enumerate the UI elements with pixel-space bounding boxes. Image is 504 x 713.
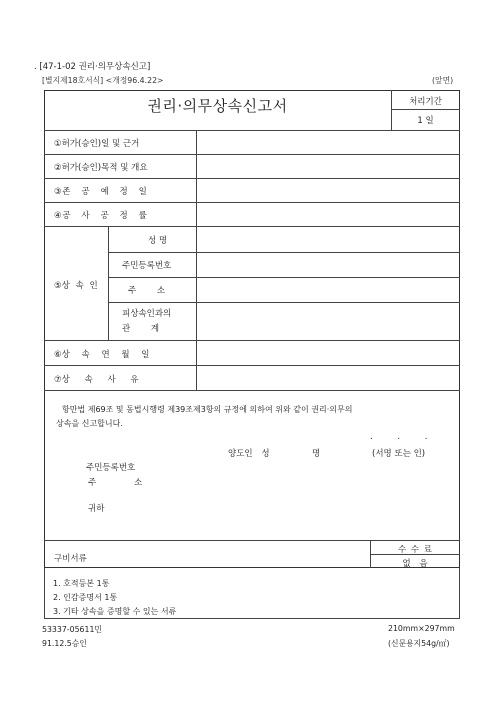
heir-rrn-label: 주민등록번호 bbox=[122, 261, 172, 271]
fee-label: 수 수 료 bbox=[397, 545, 433, 555]
permit-purpose-label: ②허가(승인)목적 및 개요 bbox=[54, 163, 148, 173]
footer-form-number: 53337-05611민 bbox=[42, 625, 102, 634]
declarant-rrn-label: 주민등록번호 bbox=[86, 463, 136, 473]
inheritance-date-label: ⑥상 속 연 월 일 bbox=[54, 350, 150, 360]
column-line bbox=[44, 568, 45, 618]
docs-bottom-line bbox=[44, 618, 460, 619]
heir-relation-field[interactable] bbox=[197, 303, 459, 339]
heir-relation-label-2: 관 계 bbox=[122, 324, 160, 334]
footer-paper-type: (신문용지54g/㎡) bbox=[388, 639, 450, 648]
footer-paper-size: 210mm×297mm bbox=[388, 624, 455, 633]
heir-address-field[interactable] bbox=[197, 278, 459, 301]
permit-date-label: ①허가(승인)일 및 근거 bbox=[54, 139, 140, 149]
processing-divider bbox=[391, 109, 460, 110]
form-reference: [별지제18호서식] <개정96.4.22> bbox=[42, 76, 164, 85]
permit-purpose-field[interactable] bbox=[197, 155, 459, 177]
signature-note: (서명 또는 인) bbox=[372, 449, 426, 459]
processing-period-label: 처리기간 bbox=[409, 97, 442, 107]
heir-rrn-field[interactable] bbox=[197, 253, 459, 276]
recipient-label: 귀하 bbox=[88, 504, 105, 514]
completion-date-field[interactable] bbox=[197, 179, 459, 201]
row-line bbox=[44, 390, 460, 391]
completion-date-label: ③존 공 예 정 일 bbox=[54, 187, 148, 197]
row-line bbox=[44, 540, 460, 541]
inheritance-reason-field[interactable] bbox=[197, 366, 459, 389]
name-char: 명 bbox=[312, 449, 321, 459]
page-side: (앞면) bbox=[432, 76, 454, 85]
processing-period-value: 1 일 bbox=[417, 116, 434, 126]
doc-item-2: 2. 인감증명서 1통 bbox=[53, 593, 118, 602]
progress-rate-field[interactable] bbox=[197, 203, 459, 225]
form-code: . [47-1-02 권리·의무상속신고] bbox=[34, 62, 151, 72]
heir-address-label: 주 소 bbox=[128, 286, 166, 296]
declarant-address-label-1: 주 bbox=[88, 478, 97, 488]
form-title: 권리·의무상속신고서 bbox=[147, 97, 288, 115]
doc-item-1: 1. 호적등본 1통 bbox=[53, 579, 110, 588]
required-docs-label: 구비서류 bbox=[54, 554, 87, 564]
declaration-text-line2: 상속을 신고합니다. bbox=[56, 419, 123, 428]
declarant-address-label-2: 소 bbox=[134, 478, 143, 488]
date-line: . . . bbox=[370, 432, 428, 442]
footer-approval: 91.12.5승인 bbox=[42, 639, 87, 648]
inheritance-date-field[interactable] bbox=[197, 341, 459, 364]
permit-date-field[interactable] bbox=[197, 131, 459, 153]
heir-relation-label: 피상속인과의 bbox=[122, 309, 172, 319]
column-line bbox=[459, 568, 460, 618]
inheritance-reason-label: ⑦상 속 사 유 bbox=[54, 375, 139, 385]
heir-name-label: 성 명 bbox=[148, 236, 168, 246]
column-line bbox=[108, 226, 109, 340]
transferor-label: 양도인 성 bbox=[228, 449, 270, 459]
doc-item-3: 3. 기타 상속을 증명할 수 있는 서류 bbox=[53, 607, 177, 616]
fee-value: 없 음 bbox=[402, 559, 428, 569]
progress-rate-label: ④공 사 공 정 률 bbox=[54, 211, 148, 221]
heir-label: ⑤상 속 인 bbox=[54, 281, 98, 291]
heir-name-field[interactable] bbox=[197, 227, 459, 251]
declaration-text-line1: 항만법 제69조 및 동법시행령 제39조제3항의 규정에 의하여 위와 같이 권리·의무의 bbox=[62, 405, 353, 414]
